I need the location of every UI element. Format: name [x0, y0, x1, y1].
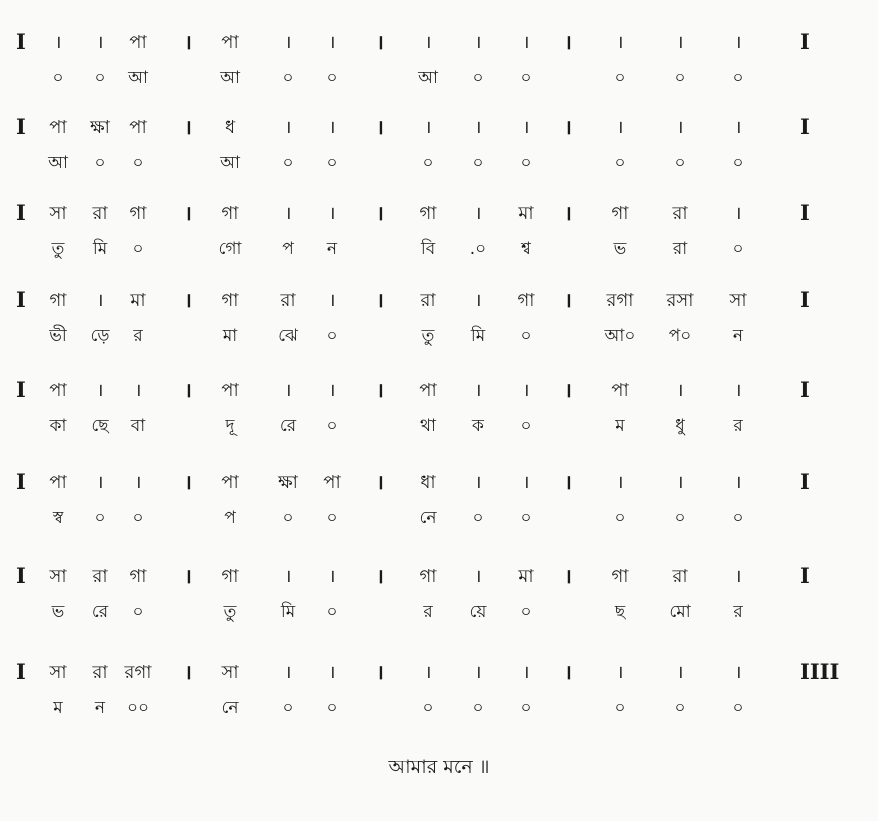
bar-line: । [564, 115, 572, 139]
lyric-syllable: ক [472, 416, 484, 436]
swara-note: । [284, 117, 292, 138]
lyric-syllable: মো [669, 602, 691, 622]
bar-line: । [184, 564, 192, 588]
row-start-marker: I [16, 29, 26, 54]
bar-line: । [376, 470, 384, 494]
swara-note: পা [221, 472, 239, 493]
swara-note: সা [49, 203, 67, 224]
lyric-syllable: ম [615, 416, 625, 436]
swara-note: মা [130, 290, 146, 311]
swara-note: । [522, 472, 530, 493]
swara-note: । [734, 117, 742, 138]
lyric-syllable: আ [220, 153, 240, 173]
bar-line: । [376, 30, 384, 54]
bar-line: । [376, 660, 384, 684]
row-end-marker: I [800, 377, 810, 402]
lyric-syllable: ০ [674, 508, 686, 528]
swara-note: । [328, 117, 336, 138]
swara-note: । [676, 380, 684, 401]
bar-line: । [184, 470, 192, 494]
lyric-syllable: কা [49, 416, 67, 436]
swara-note: । [734, 472, 742, 493]
lyric-syllable: গো [218, 239, 242, 259]
lyric-syllable: র [733, 416, 743, 436]
lyric-syllable: র [423, 602, 433, 622]
lyric-syllable: ০ [326, 508, 338, 528]
row-end-marker: I [800, 287, 810, 312]
swara-note: । [734, 380, 742, 401]
swara-note: গা [129, 203, 147, 224]
lyric-syllable: নে [221, 698, 239, 718]
swara-note: মা [518, 566, 534, 587]
swara-note: । [96, 472, 104, 493]
swara-note: রা [92, 203, 108, 224]
swara-note: । [616, 662, 624, 683]
lyric-syllable: আ [128, 68, 148, 88]
lyric-syllable: ০ [326, 153, 338, 173]
lyric-syllable: বি [420, 239, 436, 259]
swara-note: ক্ষা [90, 117, 110, 138]
bar-line: । [184, 378, 192, 402]
swara-note: পা [221, 380, 239, 401]
lyric-syllable: তু [51, 239, 65, 259]
lyric-syllable: ছে [91, 416, 109, 436]
swara-note: । [676, 117, 684, 138]
bar-line: । [564, 470, 572, 494]
lyric-syllable: ০ [732, 153, 744, 173]
lyric-syllable: ন [94, 698, 106, 718]
lyric-syllable: ০ [326, 416, 338, 436]
lyric-syllable: ০ [282, 698, 294, 718]
lyric-syllable: ০ [422, 698, 434, 718]
lyric-syllable: বা [130, 416, 146, 436]
lyric-syllable: ০ [132, 602, 144, 622]
bar-line: । [376, 378, 384, 402]
swara-note: । [522, 380, 530, 401]
row-end-marker: IIII [800, 659, 840, 684]
lyric-syllable: আ [220, 68, 240, 88]
bar-line: । [184, 115, 192, 139]
swara-note: । [424, 32, 432, 53]
lyric-syllable: ০ [52, 68, 64, 88]
swara-note: । [284, 566, 292, 587]
swara-note: । [284, 203, 292, 224]
swara-note: গা [611, 566, 629, 587]
swara-note: ধা [420, 472, 436, 493]
swara-note: । [328, 203, 336, 224]
swara-note: । [424, 662, 432, 683]
swara-note: । [734, 662, 742, 683]
lyric-syllable: ০ [520, 326, 532, 346]
swara-note: সা [49, 566, 67, 587]
swara-note: গা [221, 203, 239, 224]
swara-note: । [284, 662, 292, 683]
swara-note: । [474, 203, 482, 224]
bar-line: । [564, 201, 572, 225]
lyric-syllable: ০ [614, 68, 626, 88]
lyric-syllable: ০ [732, 68, 744, 88]
bar-line: । [184, 660, 192, 684]
lyric-syllable: প [282, 239, 294, 259]
swara-note: রা [672, 203, 688, 224]
lyric-syllable: ০ [520, 698, 532, 718]
lyric-syllable: ০ [326, 326, 338, 346]
swara-note: । [424, 117, 432, 138]
lyric-syllable: ০ [282, 68, 294, 88]
lyric-syllable: রা [672, 239, 688, 259]
lyric-syllable: ০ [326, 698, 338, 718]
swara-note: । [676, 662, 684, 683]
swara-note: পা [129, 32, 147, 53]
swara-note: । [96, 32, 104, 53]
lyric-syllable: তু [223, 602, 237, 622]
lyric-syllable: ০ [520, 68, 532, 88]
swara-note: গা [419, 566, 437, 587]
lyric-syllable: দূ [225, 416, 235, 436]
song-caption: আমার মনে ॥ [388, 756, 490, 778]
lyric-syllable: .০ [469, 239, 487, 259]
row-start-marker: I [16, 114, 26, 139]
swara-note: গা [49, 290, 67, 311]
lyric-syllable: ধু [675, 416, 685, 436]
swara-note: গা [221, 290, 239, 311]
lyric-syllable: য়ে [469, 602, 487, 622]
swara-note: । [96, 290, 104, 311]
bar-line: । [564, 288, 572, 312]
lyric-syllable: তু [421, 326, 435, 346]
swara-note: । [474, 32, 482, 53]
row-start-marker: I [16, 563, 26, 588]
lyric-syllable: ০ [732, 239, 744, 259]
swara-note: । [522, 117, 530, 138]
lyric-syllable: ০ [472, 508, 484, 528]
lyric-syllable: ০ [520, 508, 532, 528]
swara-note: পা [49, 117, 67, 138]
swara-note: রা [672, 566, 688, 587]
swara-note: । [734, 32, 742, 53]
swara-note: । [734, 566, 742, 587]
row-start-marker: I [16, 200, 26, 225]
swara-note: গা [419, 203, 437, 224]
swara-note: ধ [224, 117, 236, 138]
lyric-syllable: স্ব [52, 508, 64, 528]
lyric-syllable: মা [222, 326, 238, 346]
swara-note: । [616, 117, 624, 138]
bar-line: । [376, 201, 384, 225]
lyric-syllable: ০ [614, 698, 626, 718]
lyric-syllable: ০ [422, 153, 434, 173]
lyric-syllable: ০ [472, 153, 484, 173]
lyric-syllable: ঝে [278, 326, 298, 346]
lyric-syllable: ০ [282, 153, 294, 173]
swara-note: পা [221, 32, 239, 53]
swara-note: । [676, 472, 684, 493]
lyric-syllable: ০ [732, 698, 744, 718]
swara-note: রগা [124, 662, 152, 683]
row-start-marker: I [16, 377, 26, 402]
bar-line: । [564, 564, 572, 588]
lyric-syllable: ০ [132, 153, 144, 173]
lyric-syllable: ভ [51, 602, 65, 622]
swara-note: গা [129, 566, 147, 587]
bar-line: । [564, 378, 572, 402]
lyric-syllable: ০ [282, 508, 294, 528]
lyric-syllable: আ০ [604, 326, 636, 346]
lyric-syllable: ০০ [126, 698, 150, 718]
bar-line: । [564, 660, 572, 684]
lyric-syllable: আ [48, 153, 68, 173]
swara-note: গা [611, 203, 629, 224]
swara-note: । [734, 203, 742, 224]
bar-line: । [376, 115, 384, 139]
swara-note: পা [49, 380, 67, 401]
swara-note: । [522, 32, 530, 53]
lyric-syllable: ০ [614, 508, 626, 528]
lyric-syllable: রে [91, 602, 109, 622]
lyric-syllable: ০ [674, 698, 686, 718]
lyric-syllable: ০ [94, 508, 106, 528]
lyric-syllable: প০ [668, 326, 692, 346]
lyric-syllable: ০ [520, 602, 532, 622]
row-start-marker: I [16, 659, 26, 684]
swara-note: পা [611, 380, 629, 401]
lyric-syllable: ০ [326, 68, 338, 88]
swara-note: রগা [606, 290, 634, 311]
lyric-syllable: ০ [520, 416, 532, 436]
row-end-marker: I [800, 114, 810, 139]
row-start-marker: I [16, 469, 26, 494]
bar-line: । [184, 30, 192, 54]
lyric-syllable: ০ [472, 698, 484, 718]
lyric-syllable: ০ [674, 68, 686, 88]
lyric-syllable: থা [420, 416, 436, 436]
swara-note: । [474, 662, 482, 683]
lyric-syllable: রে [279, 416, 297, 436]
lyric-syllable: ০ [674, 153, 686, 173]
lyric-syllable: ০ [472, 68, 484, 88]
swara-note: । [96, 380, 104, 401]
row-end-marker: I [800, 200, 810, 225]
swara-note: । [328, 566, 336, 587]
lyric-syllable: মি [280, 602, 296, 622]
lyric-syllable: ভী [49, 326, 67, 346]
lyric-syllable: প [224, 508, 236, 528]
swara-note: । [284, 380, 292, 401]
swara-note: । [328, 380, 336, 401]
swara-note: । [474, 472, 482, 493]
lyric-syllable: ০ [94, 68, 106, 88]
swara-note: সা [221, 662, 239, 683]
lyric-syllable: ০ [132, 508, 144, 528]
swara-note: ক্ষা [278, 472, 298, 493]
bar-line: । [376, 288, 384, 312]
lyric-syllable: ০ [732, 508, 744, 528]
lyric-syllable: ০ [614, 153, 626, 173]
swara-note: রসা [666, 290, 694, 311]
lyric-syllable: ম [53, 698, 63, 718]
lyric-syllable: ছ [614, 602, 626, 622]
swara-note: পা [323, 472, 341, 493]
lyric-syllable: ড়ে [90, 326, 110, 346]
swara-note: সা [49, 662, 67, 683]
swara-note: । [328, 290, 336, 311]
swara-note: । [474, 290, 482, 311]
swara-note: । [474, 566, 482, 587]
lyric-syllable: শ্ব [521, 239, 531, 259]
lyric-syllable: মি [470, 326, 486, 346]
swara-note: । [328, 32, 336, 53]
row-end-marker: I [800, 29, 810, 54]
swara-note: রা [92, 662, 108, 683]
lyric-syllable: মি [92, 239, 108, 259]
swara-note: রা [92, 566, 108, 587]
bar-line: । [184, 288, 192, 312]
swara-note: । [328, 662, 336, 683]
lyric-syllable: নে [419, 508, 437, 528]
lyric-syllable: র [133, 326, 143, 346]
swara-note: গা [221, 566, 239, 587]
bar-line: । [184, 201, 192, 225]
row-end-marker: I [800, 469, 810, 494]
lyric-syllable: ন [326, 239, 338, 259]
swara-note: । [616, 472, 624, 493]
bar-line: । [564, 30, 572, 54]
lyric-syllable: ০ [132, 239, 144, 259]
swara-note: । [474, 380, 482, 401]
swara-note: । [134, 380, 142, 401]
swara-note: । [474, 117, 482, 138]
swara-note: । [616, 32, 624, 53]
swara-note: পা [419, 380, 437, 401]
lyric-syllable: র [733, 602, 743, 622]
swara-note: সা [729, 290, 747, 311]
swara-note: রা [420, 290, 436, 311]
swara-note: গা [517, 290, 535, 311]
swara-note: । [284, 32, 292, 53]
row-end-marker: I [800, 563, 810, 588]
lyric-syllable: ন [732, 326, 744, 346]
lyric-syllable: ০ [326, 602, 338, 622]
bar-line: । [376, 564, 384, 588]
swara-note: । [134, 472, 142, 493]
swara-note: । [676, 32, 684, 53]
swara-note: মা [518, 203, 534, 224]
swara-note: রা [280, 290, 296, 311]
row-start-marker: I [16, 287, 26, 312]
swara-note: পা [49, 472, 67, 493]
lyric-syllable: ০ [94, 153, 106, 173]
swara-note: । [54, 32, 62, 53]
lyric-syllable: ০ [520, 153, 532, 173]
swara-note: । [522, 662, 530, 683]
lyric-syllable: আ [418, 68, 438, 88]
swara-note: পা [129, 117, 147, 138]
lyric-syllable: ভ [613, 239, 627, 259]
